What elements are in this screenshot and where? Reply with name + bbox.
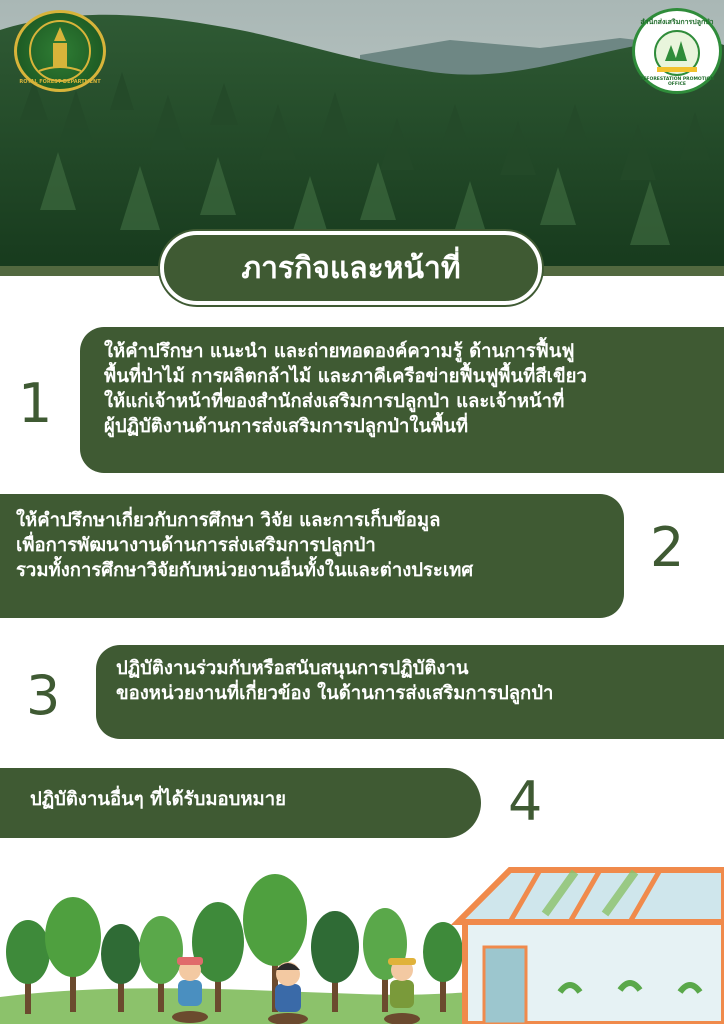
- page-title: ภารกิจและหน้าที่: [160, 231, 542, 305]
- mission-3-line-1: ปฏิบัติงานร่วมกับหรือสนับสนุนการปฏิบัติงาน: [116, 658, 469, 679]
- mission-1-line-1: ให้คำปรึกษา แนะนำ และถ่ายทอดองค์ความรู้ ด้านการฟื้นฟู: [104, 341, 575, 362]
- mission-card-2: [0, 494, 624, 618]
- mission-2-line-3: รวมทั้งการศึกษาวิจัยกับหน่วยงานอื่นทั้งในและต่างประเทศ: [16, 560, 474, 581]
- mission-card-3: [96, 645, 724, 739]
- royal-forest-department-seal-icon: [14, 10, 106, 92]
- mission-card-1: [80, 327, 724, 473]
- mission-2-line-1: ให้คำปรึกษาเกี่ยวกับการศึกษา วิจัย และการเก็บข้อมูล: [16, 510, 441, 531]
- mission-3-line-2: ของหน่วยงานที่เกี่ยวข้อง ในด้านการส่งเสริมการปลูกป่า: [116, 683, 554, 704]
- mission-2-line-2: เพื่อการพัฒนางานด้านการส่งเสริมการปลูกป่า: [16, 535, 376, 556]
- mission-number-2: 2: [650, 516, 685, 579]
- mission-4-line-1: ปฏิบัติงานอื่นๆ ที่ได้รับมอบหมาย: [30, 789, 286, 810]
- right-logo-text-top: สำนักส่งเสริมการปลูกป่า: [640, 18, 714, 26]
- mission-card-4: [0, 768, 481, 838]
- right-logo-text-bottom: REFORESTATION PROMOTION OFFICE: [639, 77, 715, 87]
- reforestation-promotion-office-logo-icon: [632, 8, 722, 94]
- mission-number-3: 3: [26, 664, 61, 727]
- tree-planting-and-greenhouse-illustration: [0, 862, 724, 1024]
- mission-1-line-2: พื้นที่ป่าไม้ การผลิตกล้าไม้ และภาคีเครือข่ายฟื้นฟูพื้นที่สีเขียว: [104, 366, 587, 387]
- mission-1-line-4: ผู้ปฏิบัติงานด้านการส่งเสริมการปลูกป่าในพื้นที่: [104, 416, 469, 437]
- left-logo-text: ROYAL FOREST DEPARTMENT: [19, 79, 101, 85]
- mission-number-1: 1: [18, 372, 53, 435]
- mission-number-4: 4: [508, 770, 543, 833]
- mission-1-line-3: ให้แก่เจ้าหน้าที่ของสำนักส่งเสริมการปลูกป่า และเจ้าหน้าที่: [104, 391, 565, 412]
